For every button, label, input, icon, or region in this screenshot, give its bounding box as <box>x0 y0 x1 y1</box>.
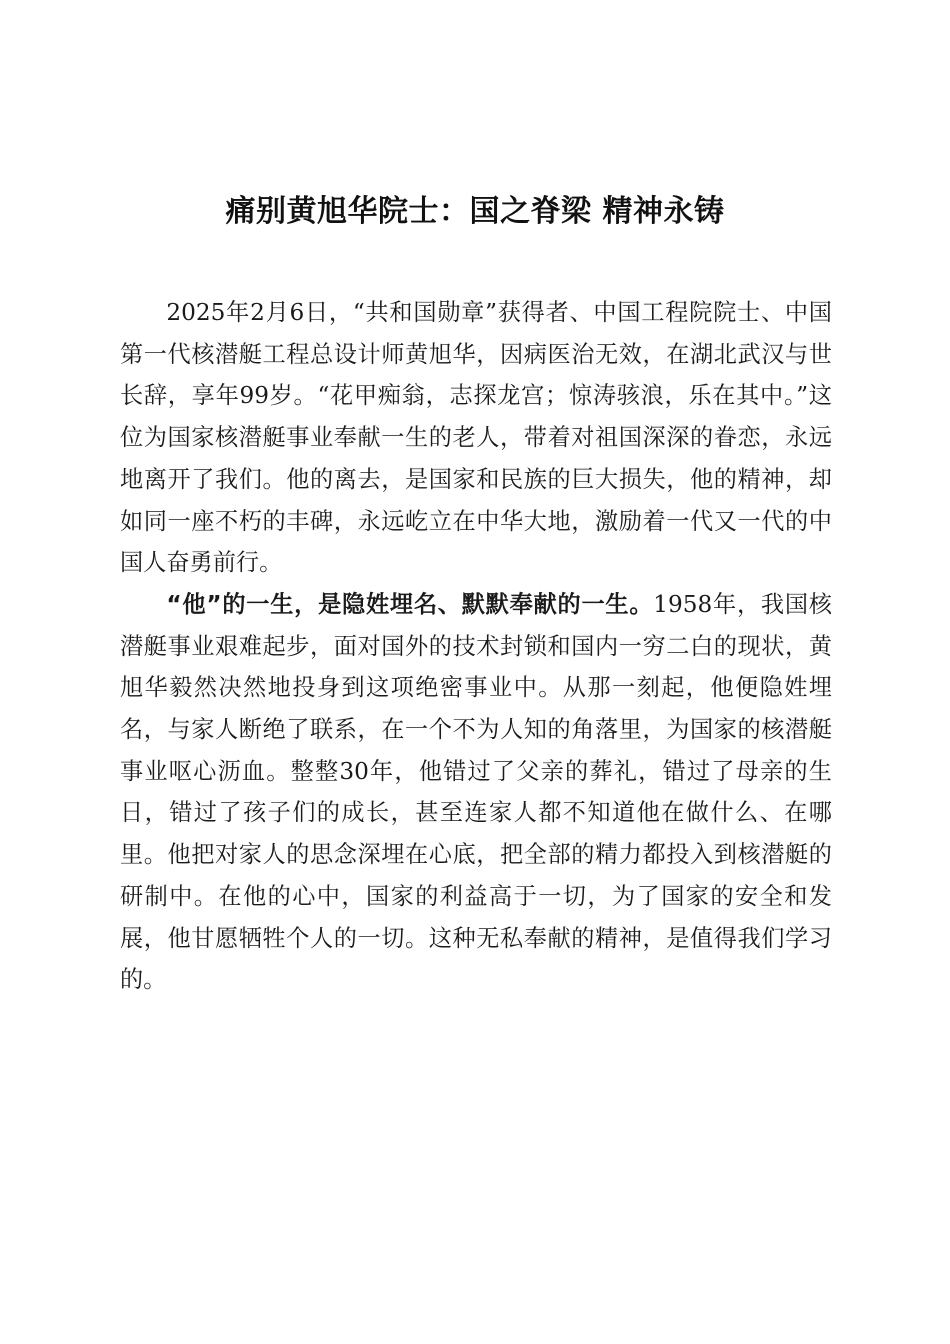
paragraph-1 <box>120 292 832 584</box>
paragraph-2-lead: “他”的一生，是隐姓埋名、默默奉献的一生。 <box>166 590 654 618</box>
paragraph-2 <box>120 584 832 1001</box>
paragraph-2-text: 1958年，我国核潜艇事业艰难起步，面对国外的技术封锁和国内一穷二白的现状，黄旭华毅然决然地投身到这项绝密事业中。从那一刻起，他便隐姓埋名，与家人断绝了联系，在一个不为人知的角落里，为国家的核潜艇事业呕心沥血。整整30年，他错过了父亲的葬礼，错过了母亲的生日，错过了孩子们的成长，甚至连家人都不知道他在做什么、在哪里。他把对家人的思念深埋在心底，把全部的精力都投入到核潜艇的研制中。在他的心中，国家的利益高于一切，为了国家的安全和发展，他甘愿牺牲个人的一切。这种无私奉献的精神，是值得我们学习的。 <box>120 590 832 994</box>
document-body <box>120 292 832 1001</box>
paragraph-1-text: 2025年2月6日，“共和国勋章”获得者、中国工程院院士、中国第一代核潜艇工程总设计师黄旭华，因病医治无效，在湖北武汉与世长辞，享年99岁。“花甲痴翁，志探龙宫；惊涛骇浪，乐在其中。”这位为国家核潜艇事业奉献一生的老人，带着对祖国深深的眷恋，永远地离开了我们。他的离去，是国家和民族的巨大损失，他的精神，却如同一座不朽的丰碑，永远屹立在中华大地，激励着一代又一代的中国人奋勇前行。 <box>120 299 832 577</box>
document-title: 痛别黄旭华院士：国之脊梁 精神永铸 <box>225 194 725 229</box>
